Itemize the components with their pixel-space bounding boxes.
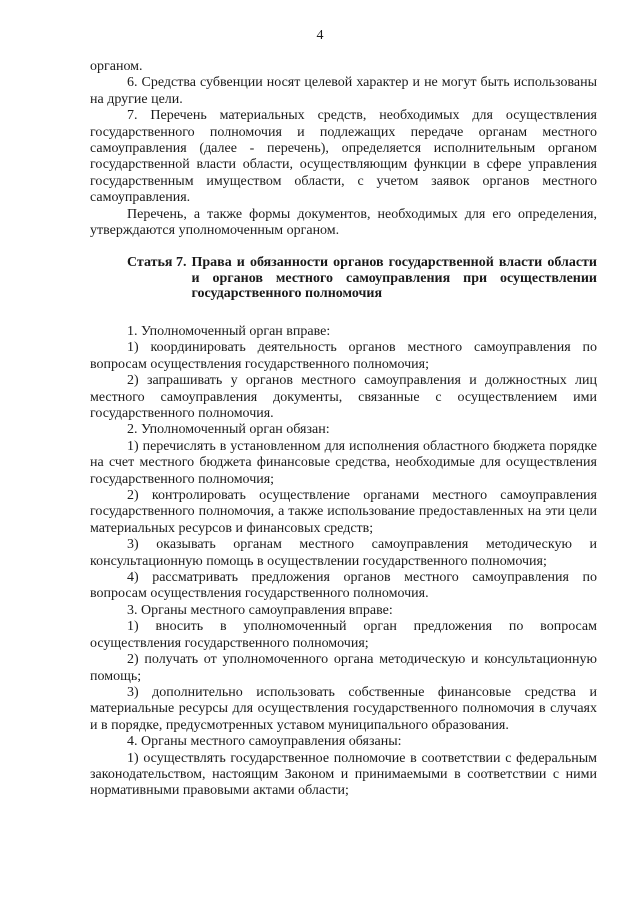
paragraph: 1) вносить в уполномоченный орган предложения по вопросам осуществления государственного полномочия; — [90, 619, 597, 651]
paragraph: 1) координировать деятельность органов местного самоуправления по вопросам осуществления государственного полномочия; — [90, 340, 597, 372]
paragraph: 3) оказывать органам местного самоуправления методическую и консультационную помощь в осуществлении государственного полномочия; — [90, 537, 597, 569]
paragraph: 4. Органы местного самоуправления обязаны: — [127, 734, 402, 750]
paragraph: 3) дополнительно использовать собственные финансовые средства и материальные ресурсы для осуществления государственного полномочия в случаях и в порядке, предусмотренных уставом муниципального образования. — [90, 684, 597, 733]
paragraph: Перечень, а также формы документов, необходимых для его определения, утверждаются уполномоченным органом. — [90, 206, 597, 239]
paragraph: 1) перечислять в установленном для исполнения областного бюджета порядке на счет местного бюджета финансовые средства, необходимые для осуществления государственного полномочия; — [90, 438, 597, 487]
paragraph: 7. Перечень материальных средств, необходимых для осуществления государственного полномочия и подлежащих передаче органам местного самоуправления (далее - перечень), определяется исполнительным органом государственной власти области, осуществляющим функции в сфере управления государственным имуществом области, с учетом заявок органов местного самоуправления. — [90, 108, 597, 206]
page-number: 4 — [316, 28, 324, 43]
paragraph: органом. — [90, 59, 143, 74]
paragraph: 1) осуществлять государственное полномочие в соответствии с федеральным законодательством, настоящим Законом и принимаемыми в соответствии с ними нормативными правовыми актами области; — [90, 750, 597, 799]
document-body — [90, 59, 597, 800]
paragraph: 2) получать от уполномоченного органа методическую и консультационную помощь; — [90, 652, 597, 684]
article-title: Права и обязанности органов государственной власти области и органов местного самоуправления при осуществлении государственного полномочия — [191, 255, 597, 302]
article-number: Статья 7. — [127, 255, 187, 271]
paragraph: 2. Уполномоченный орган обязан: — [127, 422, 330, 438]
paragraph: 2) запрашивать у органов местного самоуправления и должностных лиц местного самоуправления документы, связанные с осуществлением ими государственного полномочия. — [90, 373, 597, 421]
paragraph: 2) контролировать осуществление органами местного самоуправления государственного полномочия, а также использование предоставленных на эти цели материальных ресурсов и финансовых средств; — [90, 488, 597, 536]
paragraph: 1. Уполномоченный орган вправе: — [127, 323, 331, 339]
paragraph: 4) рассматривать предложения органов местного самоуправления по вопросам осуществления государственного полномочия. — [90, 570, 597, 602]
paragraph: 6. Средства субвенции носят целевой характер и не могут быть использованы на другие цели. — [90, 75, 597, 107]
paragraph: 3. Органы местного самоуправления вправе: — [127, 602, 393, 618]
article-heading — [90, 255, 597, 302]
